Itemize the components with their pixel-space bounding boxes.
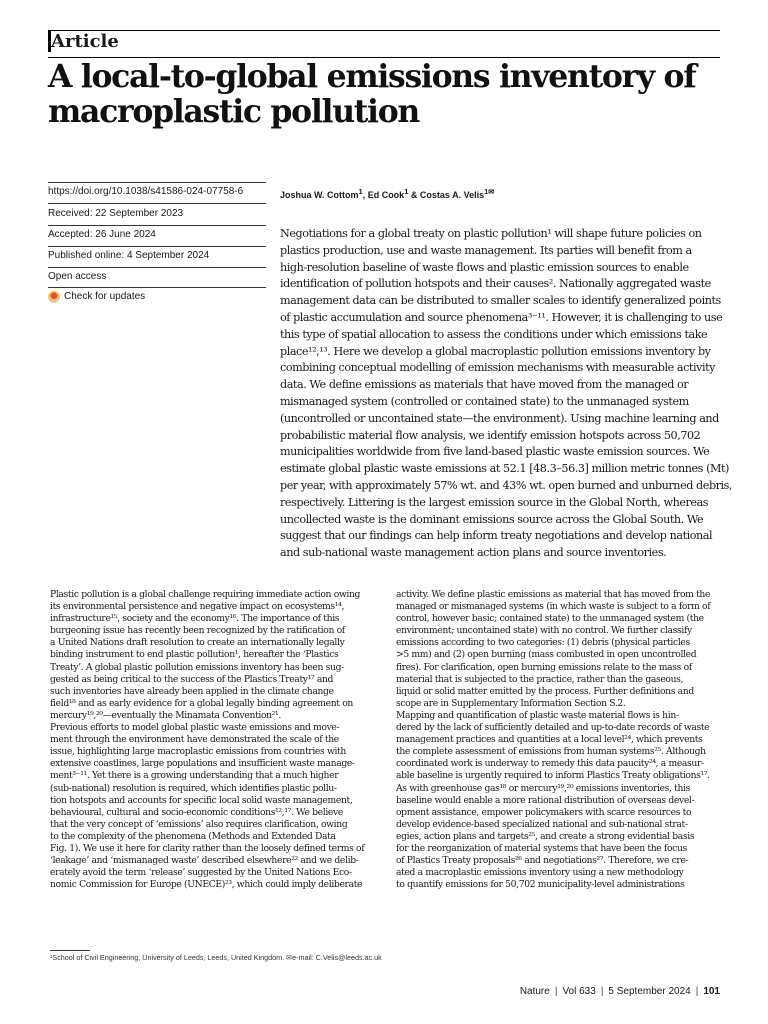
- body-line: egies, action plans and targets²⁵, and create a strong evidential basis: [396, 830, 695, 842]
- body-line: Plastic pollution is a global challenge requiring immediate action owing: [50, 589, 361, 600]
- body-line: tion hotspots and accounts for specific local solid waste management,: [50, 794, 353, 806]
- body-line: dered by the lack of sufficiently detailed and up-to-date records of waste: [396, 722, 710, 734]
- body-line: As with greenhouse gas¹⁸ or mercury¹⁹,²⁰ emissions inventories, this: [396, 782, 691, 794]
- body-line: the complete assessment of emissions from human systems²⁵. Although: [396, 746, 706, 758]
- author-separator: &: [408, 190, 420, 200]
- abstract-line: mismanaged system (controlled or contained state) to the unmanaged system: [280, 394, 689, 408]
- abstract-line: and sub-national waste management action plans and source inventories.: [280, 546, 667, 560]
- body-line: nomic Commission for Europe (UNECE)²³, which could imply deliberate: [50, 879, 363, 891]
- volume-label: Vol 633: [562, 986, 596, 997]
- body-line: of Plastics Treaty proposals²⁶ and negotiations²⁷. Therefore, we cre-: [396, 855, 689, 867]
- author-separator: ,: [362, 190, 368, 200]
- crossmark-icon: [48, 291, 60, 303]
- affiliation-mark: 1: [404, 187, 409, 196]
- title-line: A local-to-global emissions inventory of: [48, 58, 696, 95]
- body-line: that the very concept of ‘emissions’ also requires clarification, owing: [50, 818, 348, 830]
- affiliation-mark: 1: [484, 187, 489, 196]
- received-date: Received: 22 September 2023: [48, 208, 184, 219]
- meta-divider: [48, 246, 266, 247]
- body-line: develop evidence-based specialized national and sub-national strat-: [396, 818, 688, 830]
- body-line: field¹⁸ and as early evidence for a global legally binding agreement on: [50, 697, 353, 709]
- body-line: binding instrument to end plastic pollution¹, hereafter the ‘Plastics: [50, 649, 339, 661]
- abstract-line: combining conceptual modelling of emission mechanisms with measurable activity: [280, 361, 716, 375]
- abstract-line: plastics production, use and waste management. Its parties will benefit from a: [280, 243, 692, 257]
- body-line: opment assistance, empower policymakers with scarce resources to: [396, 806, 692, 818]
- abstract-line: management data can be distributed to smaller scales to identify generalized points: [280, 294, 721, 308]
- body-line: burgeoning issue has recently been recognized by the ratification of: [50, 625, 345, 637]
- body-line: material that is subjected to the practice, rather than the gaseous,: [396, 673, 684, 685]
- body-line: extensive coastlines, large populations and insufficient waste manage-: [50, 758, 355, 770]
- meta-divider: [48, 203, 266, 204]
- body-line: fires). For clarification, open burning emissions relate to the mass of: [396, 661, 692, 673]
- abstract-line: (uncontrolled or uncontained state—the environment). Using machine learning and: [280, 411, 719, 425]
- body-line: baseline would enable a more rational distribution of overseas devel-: [396, 794, 695, 806]
- footer-separator: |: [695, 986, 699, 997]
- body-line: emissions according to two categories: (1) debris (physical particles: [396, 637, 690, 649]
- page-footer: [520, 985, 720, 999]
- abstract-line: this type of spatial allocation to assess the conditions under which emissions take: [280, 327, 708, 341]
- meta-divider: [48, 225, 266, 226]
- meta-divider: [48, 182, 266, 183]
- body-line: managed or mismanaged systems (in which waste is subject to a form of: [396, 601, 711, 613]
- abstract-line: of plastic accumulation and source phenomena³⁻¹¹. However, it is challenging to use: [280, 310, 723, 324]
- abstract-line: estimate global plastic waste emissions at 52.1 [48.3–56.3] million metric tonnes (Mt): [280, 462, 729, 476]
- body-line: behavioural, cultural and socio-economic conditions¹²,¹⁷. We believe: [50, 806, 343, 818]
- published-date: Published online: 4 September 2024: [48, 250, 210, 261]
- title-line: macroplastic pollution: [48, 93, 420, 130]
- body-line: issue, highlighting large macroplastic emissions from countries with: [50, 746, 346, 758]
- author-name[interactable]: Costas A. Velis: [419, 190, 485, 200]
- author-name[interactable]: Joshua W. Cottom: [280, 190, 359, 200]
- accepted-date: Accepted: 26 June 2024: [48, 229, 156, 240]
- check-for-updates-label: Check for updates: [64, 291, 146, 302]
- article-type-label: Article: [51, 31, 119, 52]
- abstract-line: municipalities worldwide from five land-based plastic waste emission sources. We: [280, 445, 710, 459]
- body-line: Previous efforts to model global plastic waste emissions and move-: [50, 722, 340, 734]
- body-line: ment³⁻¹¹. Yet there is a growing understanding that a much higher: [50, 770, 339, 782]
- body-column-left: [50, 589, 383, 891]
- top-rule: [48, 30, 720, 31]
- body-line: such inventories have already been applied in the climate change: [50, 685, 334, 697]
- affiliation-footnote: ¹School of Civil Engineering, University of Leeds, Leeds, United Kingdom. ✉e-mail: C.Velis@leeds.ac.uk: [50, 953, 382, 962]
- body-column-right: [396, 589, 729, 891]
- body-line: (sub-national) resolution is required, which identifies plastic pollu-: [50, 782, 337, 794]
- abstract-line: per year, with approximately 57% wt. and 43% wt. open burned and unburned debris,: [280, 478, 733, 492]
- abstract-line: Negotiations for a global treaty on plastic pollution¹ will shape future policies on: [280, 227, 702, 240]
- body-line: infrastructure¹⁵, society and the economy¹⁶. The importance of this: [50, 613, 340, 625]
- abstract-line: probabilistic material flow analysis, we identify emission hotspots across 50,702: [280, 428, 701, 442]
- body-line: a United Nations draft resolution to create an internationally legally: [50, 637, 345, 649]
- footnote-rule: [50, 950, 90, 951]
- abstract-line: respectively. Littering is the largest emission source in the Global North, whereas: [280, 495, 709, 509]
- open-access-label: Open access: [48, 271, 107, 282]
- abstract-line: identification of pollution hotspots and their causes². Nationally aggregated waste: [280, 277, 711, 291]
- body-line: ated a macroplastic emissions inventory using a new methodology: [396, 867, 684, 879]
- meta-divider: [48, 267, 266, 268]
- footer-separator: |: [554, 986, 558, 997]
- body-line: scope are in Supplementary Information Section S.2.: [396, 697, 626, 709]
- abstract-line: uncollected waste is the dominant emissions source across the Global South. We: [280, 512, 704, 526]
- body-line: coordinated work is underway to remedy this data paucity²⁴, a measur-: [396, 758, 704, 770]
- meta-divider: [48, 287, 266, 288]
- abstract-line: high-resolution baseline of waste flows and plastic emission sources to enable: [280, 260, 689, 274]
- abstract: [280, 226, 733, 562]
- body-line: Mapping and quantification of plastic waste material flows is hin-: [396, 709, 679, 721]
- body-line: mercury¹⁹,²⁰—eventually the Minamata Convention²¹.: [50, 709, 281, 721]
- body-line: Treaty’. A global plastic pollution emissions inventory has been sug-: [50, 661, 344, 673]
- body-line: able baseline is urgently required to inform Plastics Treaty obligations¹⁷.: [396, 770, 710, 782]
- journal-name: Nature: [519, 986, 550, 997]
- body-line: its environmental persistence and negative impact on ecosystems¹⁴,: [50, 601, 345, 613]
- doi-link[interactable]: https://doi.org/10.1038/s41586-024-07758-6: [48, 186, 244, 197]
- body-line: Fig. 1). We use it here for clarity rather than the loosely defined terms of: [50, 842, 365, 854]
- abstract-line: suggest that our findings can help inform treaty negotiations and develop national: [280, 529, 713, 543]
- body-line: environment; uncontained state) with no control. We further classify: [396, 625, 692, 637]
- issue-date: 5 September 2024: [608, 986, 691, 997]
- body-line: for the reorganization of material systems that have been the focus: [396, 842, 687, 854]
- affiliation-mark: 1: [358, 187, 363, 196]
- author-list: [280, 186, 494, 201]
- body-line: ‘leakage’ and ‘mismanaged waste’ described elsewhere²² and we delib-: [50, 855, 359, 867]
- body-line: >5 mm) and (2) open burning (mass combusted in open uncontrolled: [396, 649, 697, 661]
- abstract-line: place¹²,¹³. Here we develop a global macroplastic pollution emissions inventory by: [280, 344, 711, 358]
- body-line: erately avoid the term ‘release’ suggested by the United Nations Eco-: [50, 867, 352, 879]
- abstract-line: data. We define emissions as materials that have moved from the managed or: [280, 378, 689, 392]
- body-line: gested as being critical to the success of the Plastics Treaty¹⁷ and: [50, 673, 334, 685]
- body-line: liquid or solid matter emitted by the process. Further definitions and: [396, 685, 694, 697]
- body-line: ment through the environment have demonstrated the scale of the: [50, 734, 339, 746]
- page-number: 101: [703, 986, 720, 997]
- body-line: management practices and quantities at a local level²⁴, which prevents: [396, 734, 703, 746]
- article-title: [48, 59, 728, 129]
- body-line: control, however basic; contained state) to the unmanaged system (the: [396, 613, 704, 625]
- email-icon[interactable]: ✉: [488, 189, 495, 196]
- footer-separator: |: [600, 986, 604, 997]
- check-for-updates-button[interactable]: [48, 290, 266, 304]
- author-name[interactable]: Ed Cook: [367, 190, 405, 200]
- body-line: to quantify emissions for 50,702 municipality-level administrations: [396, 879, 685, 891]
- body-line: activity. We define plastic emissions as material that has moved from the: [396, 589, 711, 600]
- body-line: to the complexity of the phenomena (Methods and Extended Data: [50, 830, 336, 842]
